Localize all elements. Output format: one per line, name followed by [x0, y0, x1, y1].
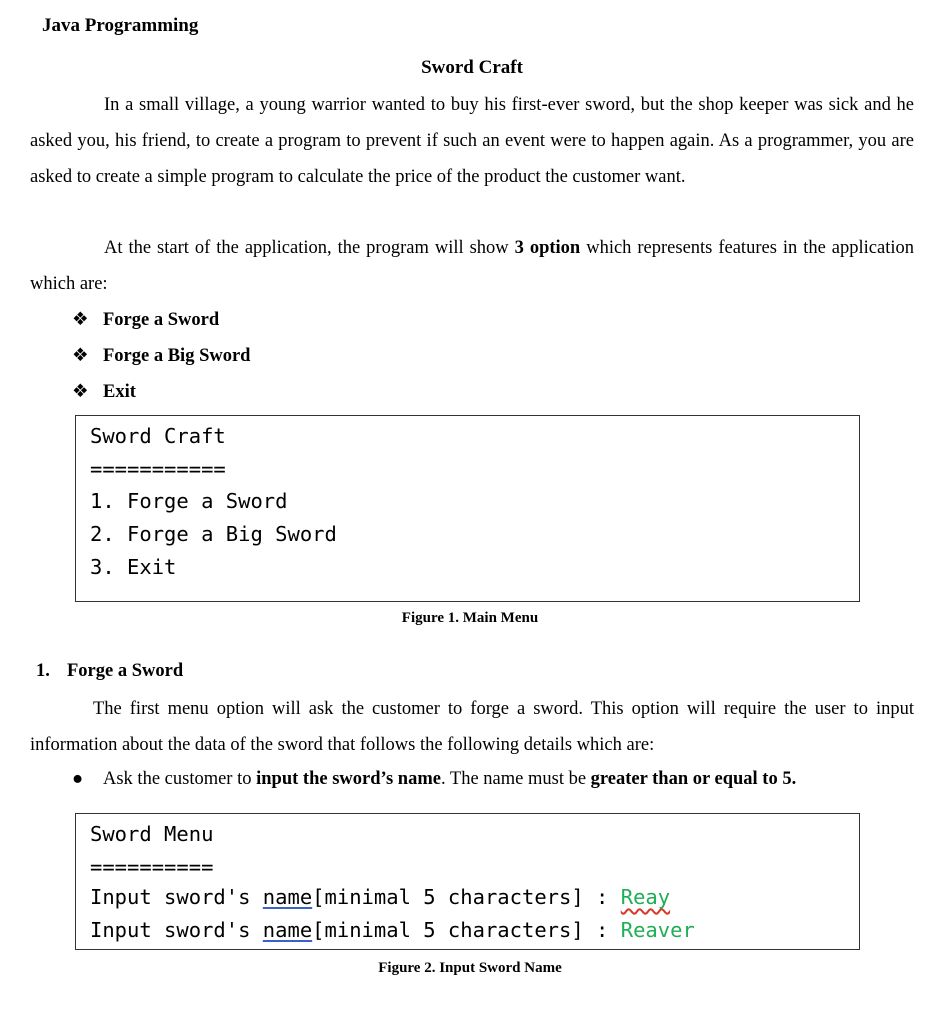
prompt-text: Input sword's [90, 918, 263, 942]
bullet-bold: input the sword’s name [256, 769, 441, 789]
section-paragraph [30, 691, 914, 763]
feature-label: Exit [103, 382, 136, 402]
section-heading [36, 661, 183, 682]
section-title: Forge a Sword [67, 661, 184, 681]
list-item [72, 302, 250, 338]
document-heading: Java Programming [42, 15, 199, 36]
figure-caption: Figure 2. Input Sword Name [378, 960, 562, 976]
options-text-2: which represents features in the application which are: [30, 238, 914, 294]
main-menu-console [75, 415, 860, 602]
diamond-bullet-icon: ❖ [72, 346, 89, 366]
valid-input-value: Reaver [620, 918, 695, 942]
diamond-bullet-icon: ❖ [72, 310, 89, 330]
console-line: Sword Menu [90, 822, 214, 846]
prompt-text: [minimal 5 characters] : [312, 918, 621, 942]
console-line: ========== [90, 855, 214, 879]
prompt-text: Input sword's [90, 885, 263, 909]
bullet-text: Ask the customer to [103, 769, 257, 789]
intro-text: In a small village, a young warrior wanted to buy his first-ever sword, but the shop keeper was sick and he asked you, his friend, to create a program to prevent if such an event were to happen again. As a programmer, you are asked to create a simple program to calculate the price of the product the customer want. [30, 95, 914, 187]
invalid-input-value: Reay [620, 885, 671, 909]
bullet-dot-icon: ● [72, 769, 84, 789]
prompt-keyword: name [262, 885, 313, 909]
console-line: Sword Craft [90, 424, 226, 448]
console-line: =========== [90, 457, 226, 481]
prompt-keyword: name [262, 918, 313, 942]
prompt-text: [minimal 5 characters] : [312, 885, 621, 909]
feature-list [72, 302, 250, 410]
figure-caption: Figure 1. Main Menu [401, 610, 539, 626]
bullet-text: . The name must be [440, 769, 591, 789]
diamond-bullet-icon: ❖ [72, 382, 89, 402]
console-line: 2. Forge a Big Sword [90, 522, 337, 546]
section-number: 1. [36, 661, 50, 681]
list-item [72, 769, 796, 790]
console-line [90, 885, 670, 909]
console-line: 1. Forge a Sword [90, 489, 288, 513]
bullet-bold: greater than or equal to 5. [590, 769, 797, 789]
feature-label: Forge a Big Sword [103, 346, 251, 366]
console-line [90, 918, 695, 942]
feature-label: Forge a Sword [103, 310, 220, 330]
sword-menu-console [75, 813, 860, 950]
options-text-1: At the start of the application, the program will show [104, 238, 515, 258]
document-title: Sword Craft [421, 57, 523, 78]
intro-paragraph [30, 87, 914, 195]
console-line: 3. Exit [90, 555, 177, 579]
list-item [72, 338, 250, 374]
options-paragraph [30, 230, 914, 302]
options-text-bold: 3 option [514, 238, 581, 258]
section-text: The first menu option will ask the customer to forge a sword. This option will require the user to input information about the data of the sword that follows the following details which are: [30, 699, 914, 755]
list-item [72, 374, 250, 410]
